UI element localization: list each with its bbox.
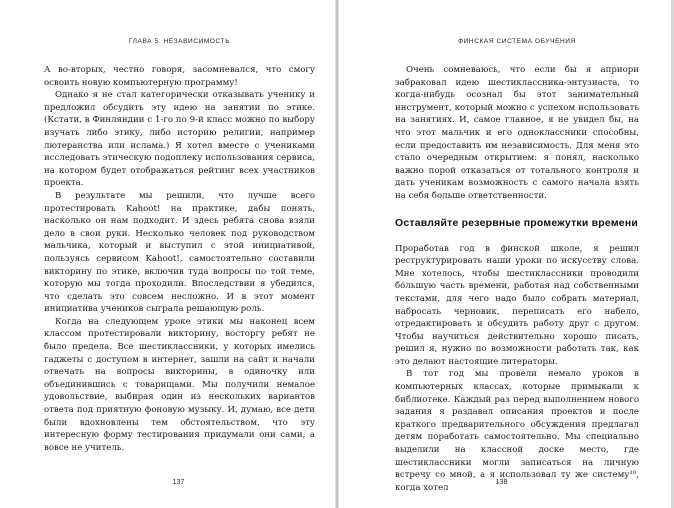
page-number-right: 138 bbox=[495, 479, 508, 486]
paragraph: В результате мы решили, что лучше всего протестировать Kahoot! на практике, дабы понять, насколько он нам подходит. И здесь ребята снова взяли дело в свои руки. Несколько человек под руководством мальчика, который и выступил с этой инициативой, пользуясь сервисом Kahoot!, самостоятельно составили викторину по этике, включив туда вопросы по той теме, которую мы тогда проходили. Впоследствии я убедился, что сделать это совсем несложно. И в этот момент инициатива учеников сыграла решающую роль. bbox=[44, 190, 315, 315]
section-heading: Оставляйте резервные промежутки времени bbox=[395, 216, 639, 229]
paragraph: Проработав год в финской школе, я решил реструктурировать наши уроки по искусству слова. Мне хотелось, чтобы шестиклассники проводили бо́льшую часть времени, работая над собственными текстами, для чего надо было собрать материал, набросать черновик, переписать его набело, отредактировать и обсудить работу друг с другом. Чтобы научиться действительно хорошо писать, решил я, нужно по возможности работать так, как это делают настоящие литераторы. bbox=[395, 243, 639, 367]
paragraph: В тот год мы провели немало уроков в компьютерных классах, которые примыкали к библиотеке. Каждый раз перед выполнением нового задания я раздавал описания проектов и после краткого предварительного обсуждения предлагал детям поработать самостоятельно. Мы специально выделили на классной доске место, где шестиклассники могли записаться на личную встречу со мной, а я использовал ту же систему¹⁰, когда хотел bbox=[395, 369, 639, 493]
paragraph: А во-вторых, честно говоря, засомневался, что смогу освоить новую компьютерную программу! bbox=[44, 65, 315, 88]
right-page bbox=[339, 0, 674, 508]
right-page-text bbox=[395, 64, 639, 494]
running-head-right: ФИНСКАЯ СИСТЕМА ОБУЧЕНИЯ bbox=[458, 38, 576, 45]
page-number-left: 137 bbox=[172, 479, 185, 486]
left-page-text bbox=[44, 64, 315, 454]
running-head-left: ГЛАВА 5. НЕЗАВИСИМОСТЬ bbox=[128, 38, 231, 45]
paragraph: Очень сомневаюсь, что если бы я априори забраковал идею шестиклассника-энтузиаста, то когда-нибудь осознал бы этот занимательный инструмент, который можно с успехом использовать на занятиях. И, самое главное, я не увидел бы, на что этот мальчик и его одноклассники способны, если предоставить им независимость. Для меня это стало очередным открытием: я понял, насколько важно порой отказаться от тотального контроля и дать ученикам возможность с самого начала взять на себя больше ответственности. bbox=[395, 65, 639, 201]
paragraph: Когда на следующем уроке этики мы наконец всем классом протестировали викторину, восторгу ребят не было предела. Все шестиклассники, у которых имелись гаджеты с доступом в интернет, зашли на сайт и начали отвечать на вопросы викторины, в одиночку или объединившись с товарищами. Мы получили немалое удовольствие, выбирая один из нескольких вариантов ответа под приятную фоновую музыку. И, думаю, все дети были вдохновлены тем обстоятельством, что эту интересную форму тестирования придумали они сами, а вовсе не учитель. bbox=[44, 316, 315, 453]
left-page bbox=[0, 0, 335, 508]
paragraph: Однако я не стал категорически отказывать ученику и предложил обсудить эту идею на занятии по этике. (Кстати, в Финляндии с 1-го по 9-й класс можно по выбору изучать либо этику, либо историю религии, например лютеранства или ислама.) Я хотел вместе с учениками исследовать этическую подоплеку использования сервиса, на котором будет отображаться рейтинг всех участников проекта. bbox=[44, 90, 315, 189]
